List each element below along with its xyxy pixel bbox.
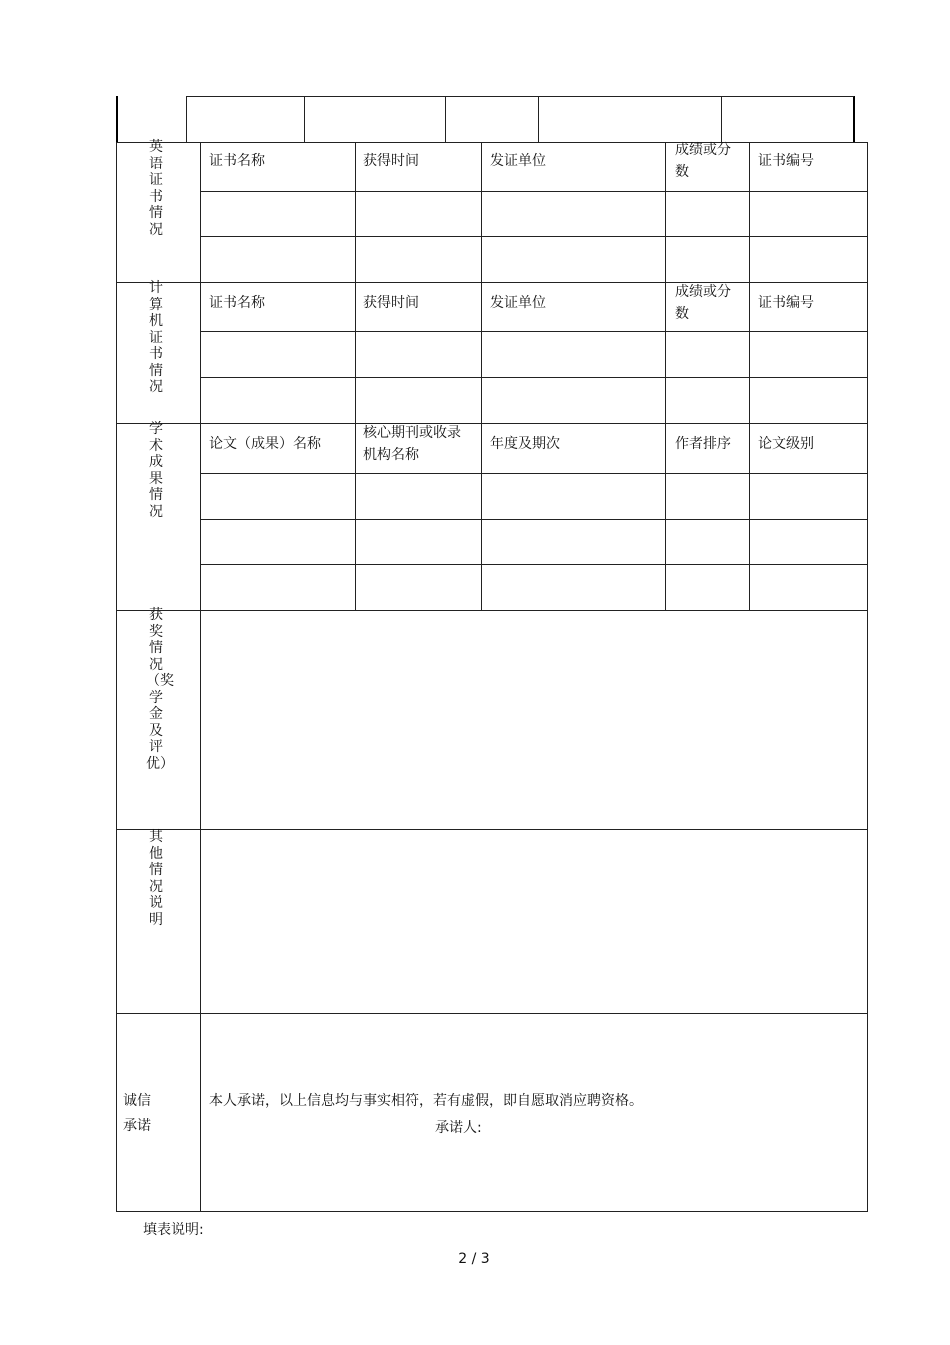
integrity-statement: 本人承诺，以上信息均与事实相符，若有虚假，即自愿取消应聘资格。: [209, 1093, 643, 1109]
header-journal: 核心期刊或收录机构名称: [363, 425, 461, 463]
header-cert-name: 证书名称: [209, 153, 265, 169]
header-cert-name: 证书名称: [209, 295, 265, 311]
header-paper-name: 论文（成果）名称: [209, 436, 321, 452]
integrity-label-line2: 承诺: [123, 1118, 151, 1134]
header-author-rank: 作者排序: [675, 436, 731, 452]
fill-instructions: 填表说明:: [143, 1222, 204, 1238]
computer-cert-label: 计算机证书情况: [149, 280, 163, 395]
integrity-label-line1: 诚信: [123, 1093, 151, 1109]
header-issuer: 发证单位: [490, 295, 546, 311]
header-cert-number: 证书编号: [758, 153, 814, 169]
header-score: 成绩或分数: [675, 284, 731, 322]
header-year-issue: 年度及期次: [490, 436, 560, 452]
header-cert-number: 证书编号: [758, 295, 814, 311]
academic-label: 学术成果情况: [149, 421, 163, 520]
header-issuer: 发证单位: [490, 153, 546, 169]
header-score: 成绩或分数: [675, 142, 731, 180]
page-number: 2 / 3: [458, 1251, 490, 1267]
integrity-signer: 承诺人:: [435, 1120, 482, 1136]
awards-label: 获奖情况（奖学金及评优）: [146, 607, 174, 772]
english-cert-label: 英语证书情况: [149, 139, 163, 238]
header-obtain-time: 获得时间: [363, 295, 419, 311]
other-label: 其他情况说明: [149, 829, 163, 928]
header-obtain-time: 获得时间: [363, 153, 419, 169]
header-paper-level: 论文级别: [758, 436, 814, 452]
